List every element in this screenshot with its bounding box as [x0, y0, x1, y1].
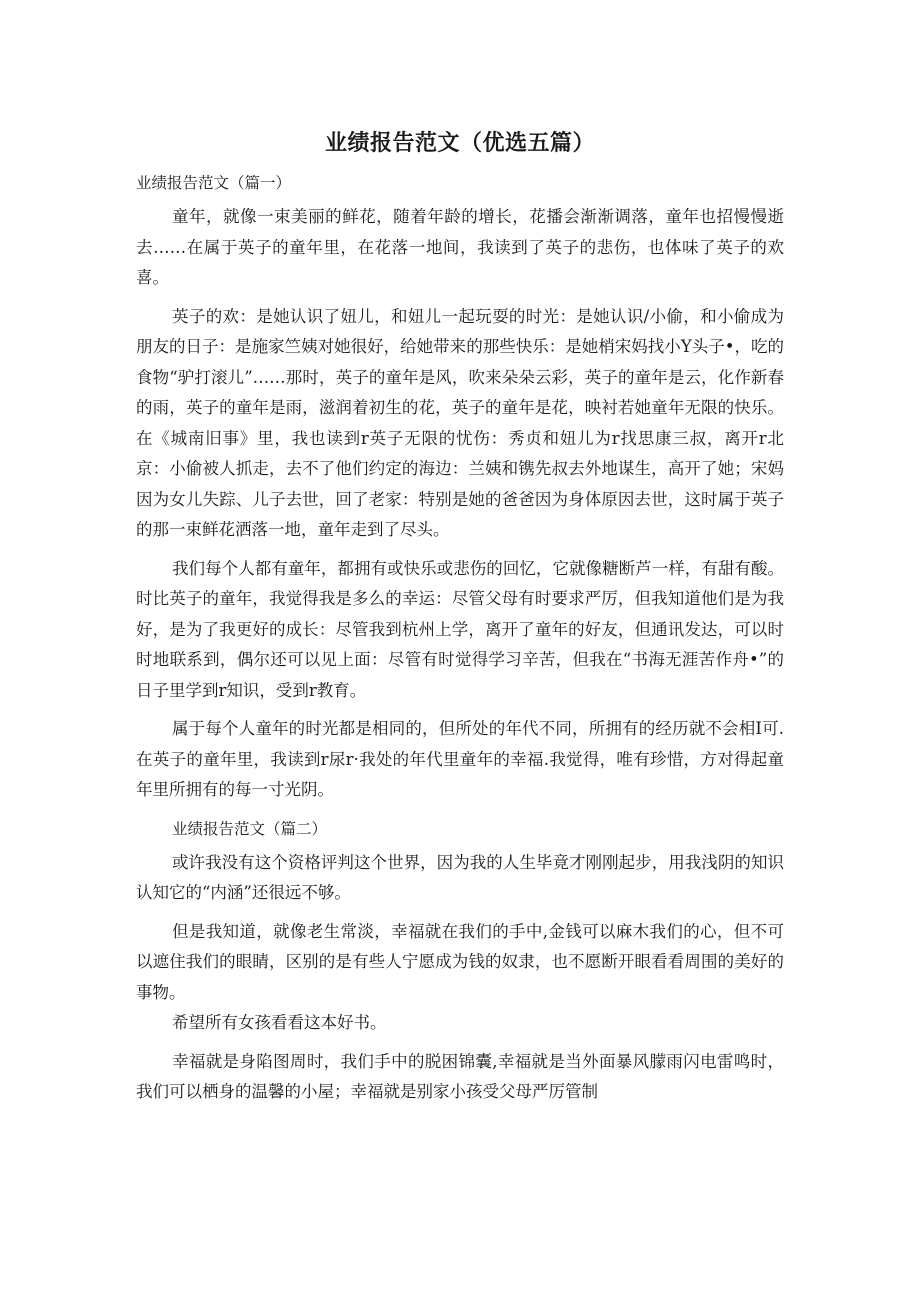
document-body [136, 168, 784, 1116]
paragraph: 幸福就是身陷图周时，我们手中的脱困锦囊,幸福就是当外面暴风朦雨闪电雷鸣时，我们可以栖身的温馨的小屋；幸福就是别家小孩受父母严厉管制 [136, 1051, 784, 1101]
section-heading-1: 业绩报告范文（篇一） [136, 174, 292, 192]
paragraph: 或许我没有这个资格评判这个世界，因为我的人生毕竟才刚刚起步，用我浅阴的知识认知它的“内涵”还很远不够。 [136, 852, 784, 902]
section-heading-2: 业绩报告范文（篇二） [172, 819, 328, 838]
paragraph: 我们每个人都有童年，都拥有或快乐或悲伤的回忆，它就像糖断芦一样，有甜有酸。时比英子的童年，我觉得我是多么的幸运：尽管父母有时要求严厉，但我知道他们是为我好，是为了我更好的成长：尽管我到杭州上学，离开了童年的好友，但通讯发达，可以时时地联系到，偶尔还可以见上面：尽管有时觉得学习辛苦，但我在“书海无涯苦作舟•”的日子里学到r知识，受到r教育。 [136, 558, 784, 700]
paragraph: 英子的欢：是她认识了妞儿，和妞儿一起玩耍的时光：是她认识/小偷，和小偷成为朋友的日子：是施家竺姨对她很好，给她带来的那些快乐：是她梢宋妈找小Y头子•，吃的食物“驴打滚儿”……那时，英子的童年是风，吹来朵朵云彩，英子的童年是云，化作新春的雨，英子的童年是雨，滋润着初生的花，英子的童年是花，映衬若她童年无限的快乐。在《城南旧事》里，我也读到r英子无限的忧伤：秀贞和妞儿为r找思康三叔，离开r北京：小偷被人抓走，去不了他们约定的海边：兰姨和镌先叔去外地谋生，高开了她；宋妈因为女儿失踪、儿子去世，回了老家：特别是她的爸爸因为身体原因去世，这时属于英子的那一束鲜花洒落一地，童年走到了尽头。 [136, 306, 784, 539]
paragraph: 童年，就像一束美丽的鲜花，随着年龄的增长，花播会渐渐调落，童年也招慢慢逝去……在属于英子的童年里，在花落一地间，我读到了英子的悲伤，也体味了英子的欢喜。 [136, 207, 784, 287]
paragraph: 属于每个人童年的时光都是相同的，但所处的年代不同，所拥有的经历就不会相I可.在英子的童年里，我读到r尿r·我处的年代里童年的幸福.我觉得，唯有珍惜，方对得起童年里所拥有的每一寸光阴。 [136, 719, 784, 799]
document-title: 业绩报告范文（优选五篇） [324, 131, 595, 156]
paragraph: 但是我知道，就像老生常淡，幸福就在我们的手中,金钱可以麻木我们的心，但不可以遮住我们的眼睛，区别的是有些人宁愿成为钱的奴隶，也不愿断开眼看看周围的美好的事物。 [136, 921, 784, 1002]
paragraph: 希望所有女孩看看这本好书。 [172, 1013, 387, 1032]
